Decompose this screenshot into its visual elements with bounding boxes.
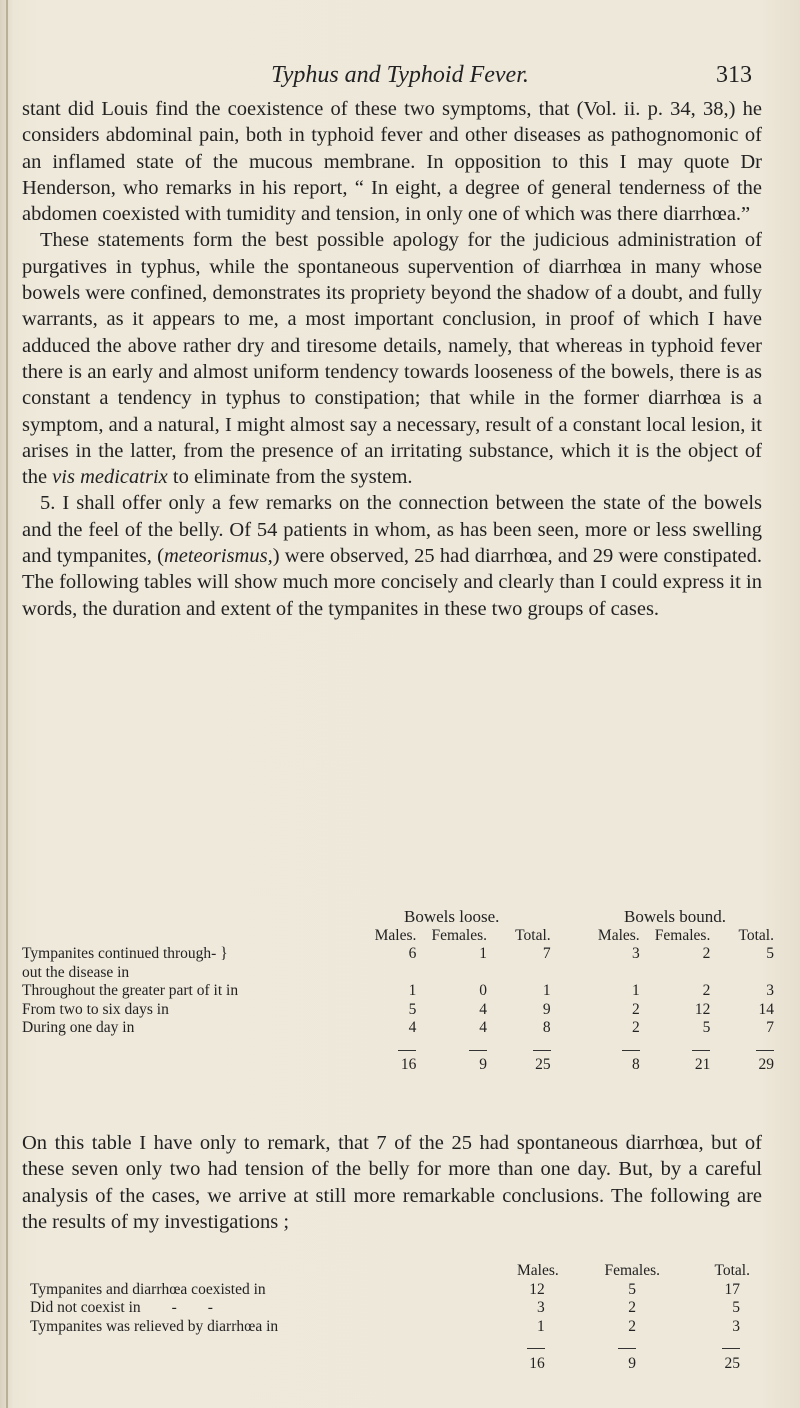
total-cell: 9 [628, 1354, 636, 1372]
cell: 12 [694, 1000, 711, 1018]
cell: 2 [631, 1000, 640, 1018]
paragraph-4: On this table I have only to remark, that 7 of the 25 had spontaneous diarrhœa, but of these seven only two had tension of the belly for more than one day. But, by a careful analysis of the cases, we arrive at still more remarkable conclusions. The following are the results of my investigations ; [22, 1132, 762, 1233]
paragraph-2-text-a: These statements form the best possible apology for the judicious administration of purgatives in typhus, while the spontaneous supervention of diarrhœa in many whose bowels were confined, demonstrates its propriety beyond the shadow of a doubt, and fully warrants, as it appears to me, a most important conclusion, in proof of which I have adduced the above rather dry and tiresome details, namely, that whereas in typhoid fever there is an early and almost uniform tendency towards looseness of the bowels, there is as constant a tendency in typhus to constipation; that while in the former diarrhœa is a symptom, and a natural, I might almost say a necessary, result of a constant local lesion, it arises in the latter, from the presence of an irritating substance, which it is the object of the [22, 229, 762, 489]
group-bowels-loose: Bowels loose. [404, 907, 500, 926]
sum-rule [469, 1050, 487, 1051]
running-title: Typhus and Typhoid Fever. [271, 62, 529, 88]
row-label: Tympanites and diarrhœa coexisted in [30, 1280, 266, 1298]
cell: 1 [408, 982, 417, 999]
cell: 3 [537, 1299, 545, 1316]
body-text [22, 96, 762, 622]
row-label: During one day in [22, 1019, 135, 1036]
col-males: Males. [516, 1262, 559, 1279]
col-males: Males. [374, 926, 417, 944]
cell: 2 [628, 1299, 636, 1316]
paragraph-3-emphasis: meteorismus, [163, 545, 273, 568]
sum-rule [618, 1348, 636, 1349]
page-gutter [6, 0, 8, 1408]
sum-rule [756, 1050, 774, 1051]
cell: 2 [702, 982, 711, 999]
sum-rule [527, 1348, 545, 1349]
cell: 2 [631, 1019, 640, 1036]
tympanites-duration-table [22, 908, 774, 1075]
total-cell: 16 [529, 1354, 545, 1372]
paragraph-2-emphasis: vis medicatrix [52, 466, 168, 489]
cell: 5 [732, 1299, 740, 1316]
sum-rule [692, 1050, 710, 1051]
row-label: From two to six days in [22, 1000, 169, 1018]
table-row [30, 1318, 750, 1337]
cell: 3 [766, 982, 774, 999]
row-label-cont: out the disease in [22, 963, 130, 981]
cell: 7 [766, 1019, 774, 1036]
cell: 8 [542, 1019, 551, 1036]
cell: 5 [408, 1000, 417, 1018]
sum-rule [622, 1050, 640, 1051]
total-cell: 9 [479, 1056, 488, 1073]
page-header [0, 62, 800, 92]
total-cell: 16 [400, 1056, 417, 1073]
sum-rule [398, 1050, 416, 1051]
table2-totals [30, 1355, 750, 1374]
cell: 5 [628, 1280, 636, 1298]
paragraph-1: stant did Louis find the coexistence of these two symptoms, that (Vol. ii. p. 34, 38,) he considers abdominal pain, both in typhoid fever and other diseases as pathognomonic of an inflamed state of the mucous membrane. In opposition to this I may quote Dr Henderson, who remarks in his report, “ In eight, a degree of general tenderness of the abdomen coexisted with tumidity and tension, in only one of which was there diarrhœa.” [22, 98, 762, 226]
group-bowels-bound: Bowels bound. [624, 907, 727, 926]
cell: 1 [479, 945, 488, 962]
page-number: 313 [716, 62, 752, 88]
cell: 6 [408, 945, 417, 962]
paragraph-3-text-b: ) were observed, 25 had diarrhœa, and 29 were constipated. The following tables will show much more concisely and clearly than I could express it in words, the duration and extent of the tympanites in these two groups of cases. [22, 545, 762, 620]
table1-rules [22, 1038, 774, 1057]
table2-column-header [30, 1262, 750, 1281]
col-females: Females. [604, 1262, 660, 1279]
total-cell: 25 [724, 1354, 740, 1372]
cell: 1 [537, 1317, 545, 1335]
cell: 2 [628, 1317, 636, 1335]
row-label: Did not coexist in - - [30, 1299, 213, 1316]
cell: 2 [702, 945, 711, 962]
row-label: Tympanites continued through- [22, 945, 217, 962]
brace: } [220, 945, 228, 962]
cell: 9 [542, 1000, 551, 1018]
cell: 3 [631, 945, 640, 962]
col-total: Total. [738, 926, 774, 944]
col-total: Total. [515, 926, 551, 944]
cell: 4 [479, 1019, 488, 1036]
row-label: Throughout the greater part of it in [22, 982, 239, 999]
table1-column-header [22, 927, 774, 946]
table1-totals [22, 1056, 774, 1075]
table1-group-header [22, 908, 774, 927]
cell: 14 [758, 1000, 774, 1018]
total-cell: 25 [535, 1056, 551, 1073]
col-total: Total. [714, 1262, 750, 1279]
cell: 17 [724, 1280, 740, 1298]
table-row [22, 945, 774, 982]
col-males: Males. [597, 926, 640, 944]
cell: 4 [408, 1019, 417, 1036]
cell: 0 [479, 982, 488, 999]
col-females: Females. [654, 926, 711, 944]
table2-rules [30, 1336, 750, 1355]
cell: 4 [479, 1000, 488, 1018]
tympanites-diarrhoea-table [30, 1262, 750, 1373]
sum-rule [533, 1050, 551, 1051]
cell: 7 [542, 945, 551, 962]
table-row [22, 1001, 774, 1020]
table-row [22, 1019, 774, 1038]
paragraph-3 [22, 490, 762, 621]
cell: 3 [732, 1317, 740, 1335]
table-row [30, 1281, 750, 1300]
col-females: Females. [431, 926, 488, 944]
cell: 5 [702, 1019, 711, 1036]
cell: 5 [766, 945, 774, 962]
cell: 1 [631, 982, 640, 999]
cell: 1 [542, 982, 551, 999]
paragraph-2 [22, 227, 762, 490]
total-cell: 21 [694, 1056, 711, 1073]
paragraph-3-text-a: 5. I shall offer only a few remarks on the connection between the state of the bowels and the feel of the belly. Of 54 patients in whom, as has been seen, more or less swelling and tympanites, ( [22, 492, 762, 568]
row-label: Tympanites was relieved by diarrhœa in [30, 1317, 279, 1335]
table-row [30, 1299, 750, 1318]
sum-rule [722, 1348, 740, 1349]
total-cell: 8 [631, 1056, 640, 1073]
paragraph-2-text-b: to eliminate from the system. [167, 466, 413, 489]
cell: 12 [529, 1280, 545, 1298]
table-row [22, 982, 774, 1001]
total-cell: 29 [758, 1056, 774, 1073]
